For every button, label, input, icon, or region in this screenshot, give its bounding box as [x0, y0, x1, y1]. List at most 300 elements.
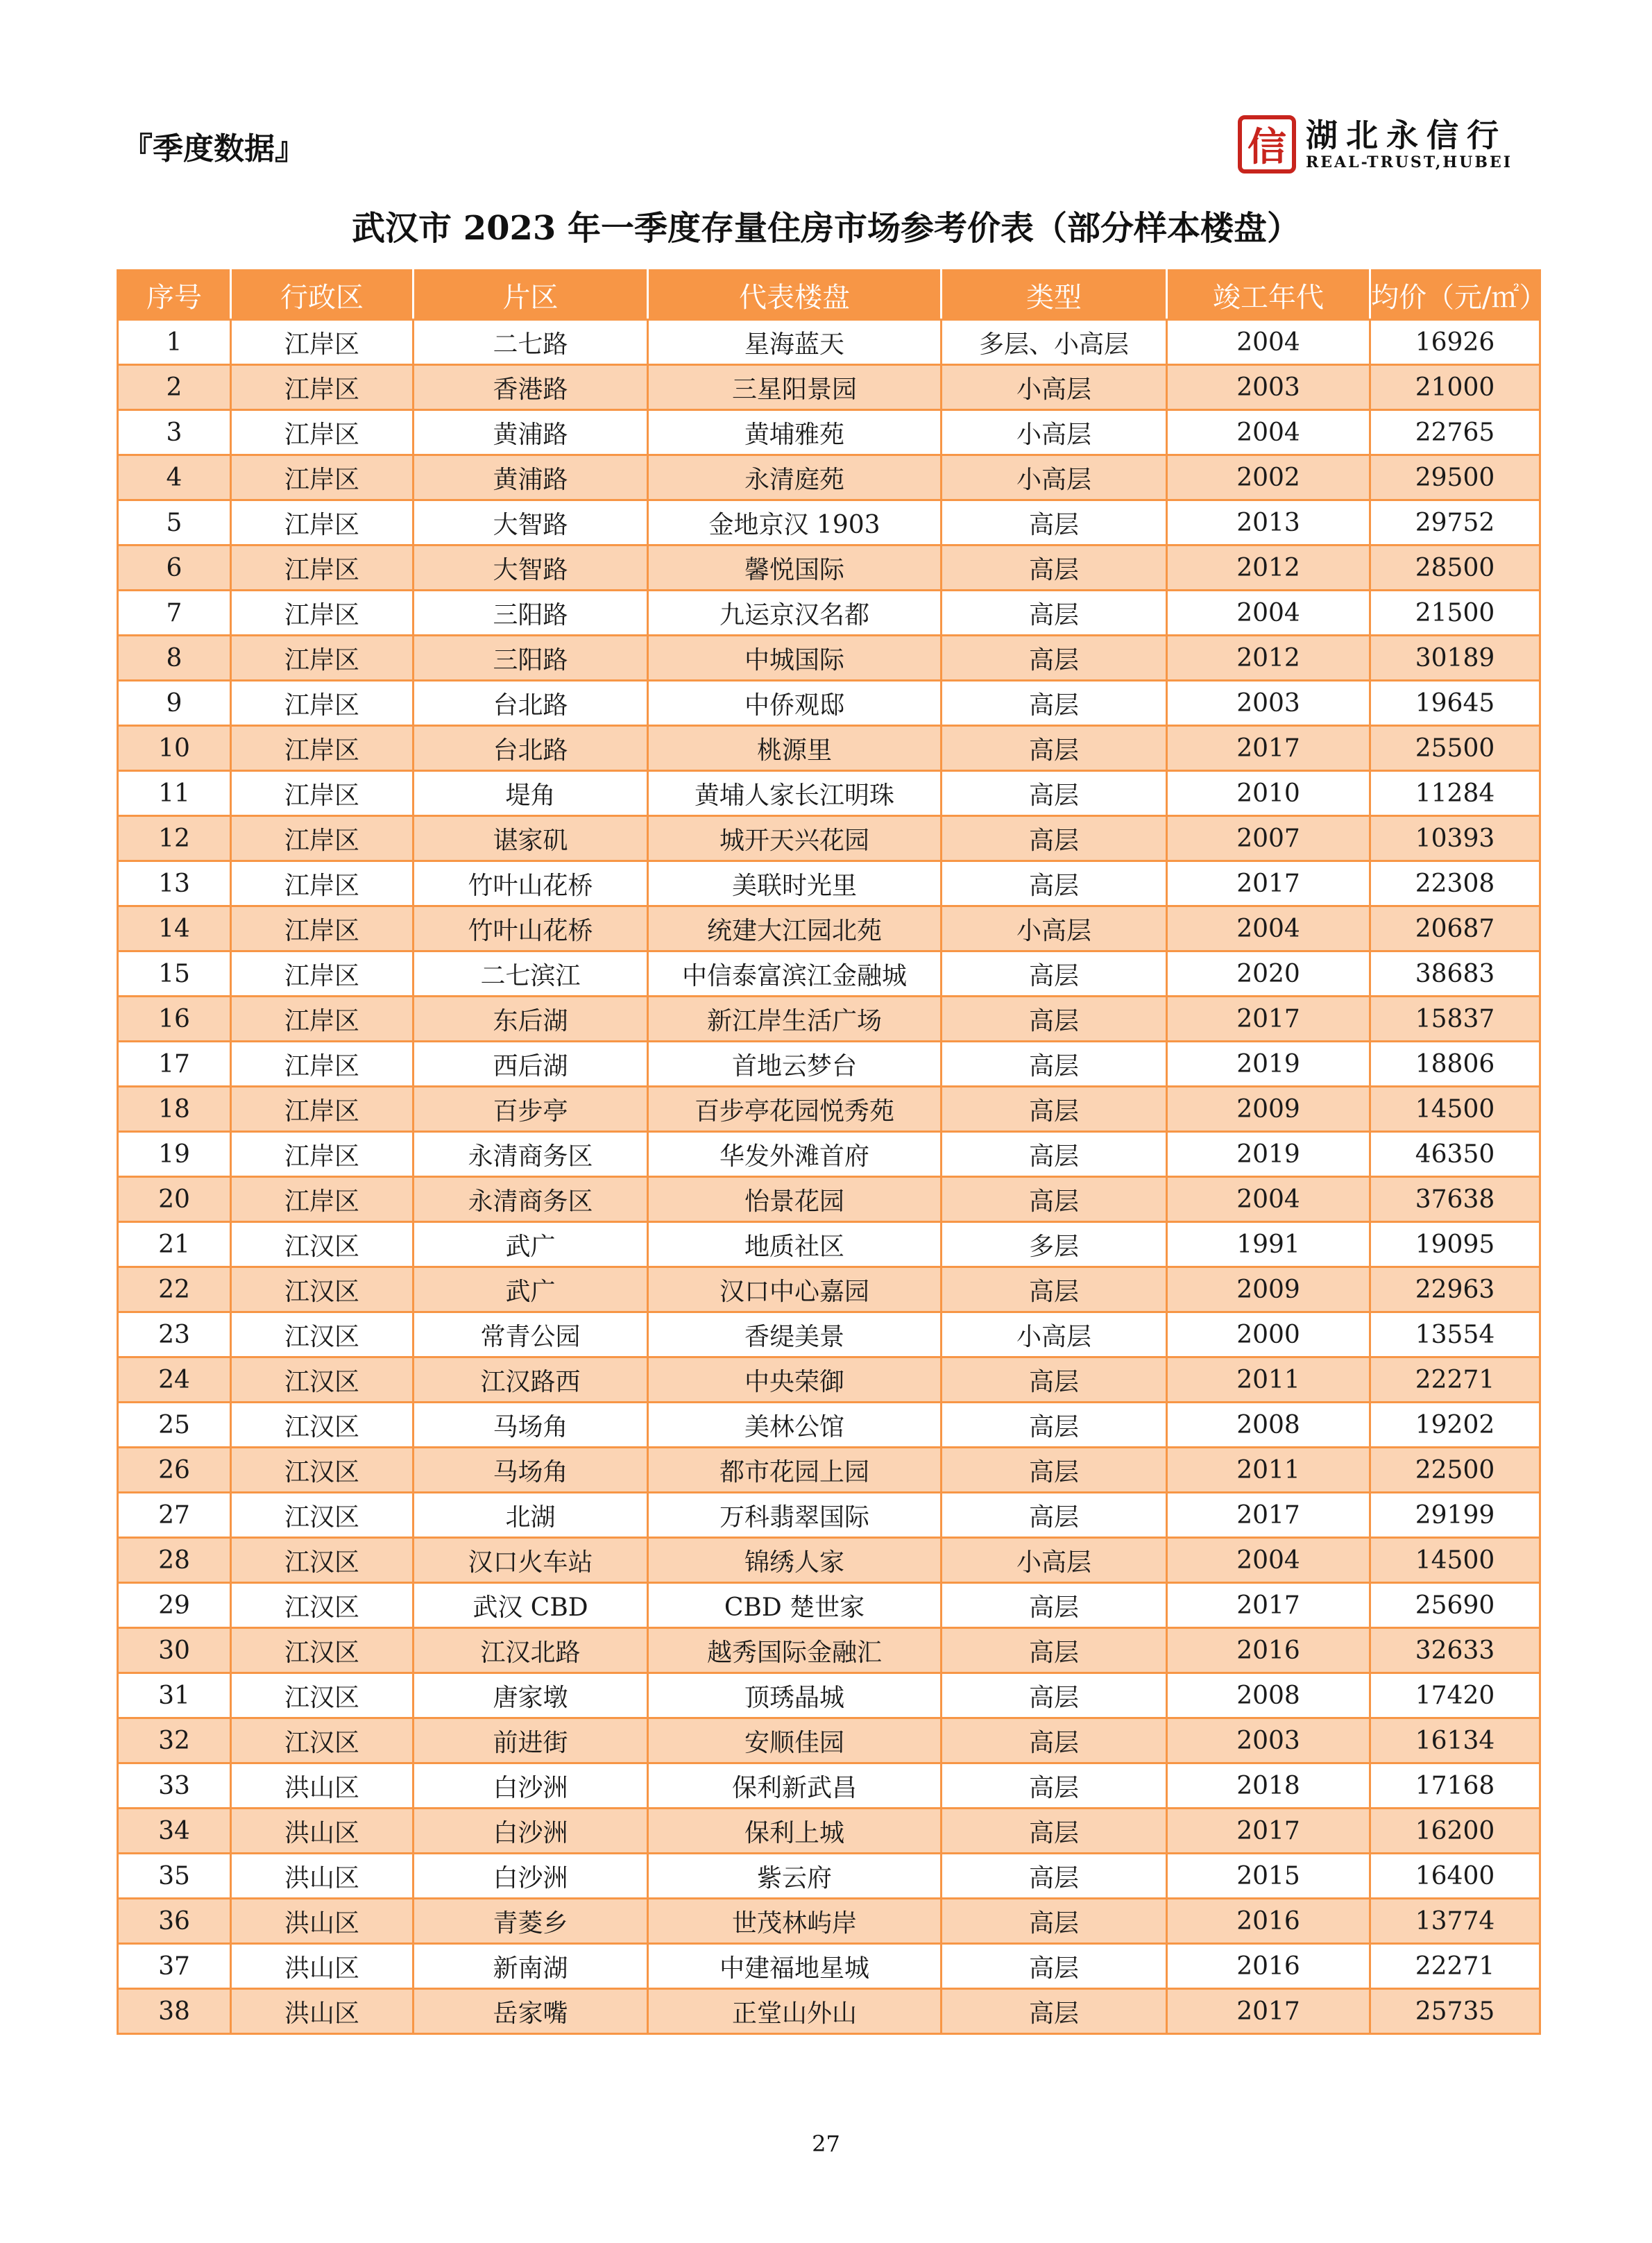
cell-col-estate: 保利上城 [648, 1809, 942, 1854]
cell-col-type: 高层 [942, 1763, 1167, 1809]
cell-col-year: 2012 [1167, 636, 1370, 681]
cell-col-district: 洪山区 [231, 1809, 414, 1854]
header-col-area: 片区 [414, 271, 648, 320]
cell-col-year: 2003 [1167, 365, 1370, 410]
cell-col-index: 14 [118, 906, 231, 951]
table-row [118, 1899, 1540, 1944]
cell-col-year: 1991 [1167, 1222, 1370, 1267]
cell-col-estate: 安顺佳园 [648, 1718, 942, 1763]
cell-col-year: 2004 [1167, 320, 1370, 365]
table-row [118, 1132, 1540, 1177]
cell-col-index: 26 [118, 1448, 231, 1493]
cell-col-type: 高层 [942, 1944, 1167, 1989]
cell-col-district: 江岸区 [231, 500, 414, 545]
cell-col-estate: 美林公馆 [648, 1403, 942, 1448]
cell-col-area: 汉口火车站 [414, 1538, 648, 1583]
cell-col-estate: 九运京汉名都 [648, 591, 942, 636]
cell-col-price: 25690 [1370, 1583, 1540, 1628]
cell-col-estate: 首地云梦台 [648, 1042, 942, 1087]
table-row [118, 1448, 1540, 1493]
table-row [118, 1673, 1540, 1718]
cell-col-year: 2018 [1167, 1763, 1370, 1809]
cell-col-year: 2002 [1167, 455, 1370, 500]
cell-col-year: 2017 [1167, 1493, 1370, 1538]
cell-col-district: 江汉区 [231, 1673, 414, 1718]
cell-col-district: 江岸区 [231, 681, 414, 726]
cell-col-estate: 城开天兴花园 [648, 816, 942, 861]
cell-col-area: 白沙洲 [414, 1809, 648, 1854]
cell-col-area: 大智路 [414, 500, 648, 545]
table-row [118, 771, 1540, 816]
cell-col-year: 2013 [1167, 500, 1370, 545]
cell-col-district: 江岸区 [231, 636, 414, 681]
cell-col-index: 21 [118, 1222, 231, 1267]
cell-col-area: 马场角 [414, 1403, 648, 1448]
table-row [118, 1177, 1540, 1222]
cell-col-type: 多层 [942, 1222, 1167, 1267]
cell-col-estate: 新江岸生活广场 [648, 997, 942, 1042]
cell-col-estate: 保利新武昌 [648, 1763, 942, 1809]
cell-col-district: 洪山区 [231, 1944, 414, 1989]
cell-col-index: 2 [118, 365, 231, 410]
cell-col-year: 2015 [1167, 1854, 1370, 1899]
cell-col-year: 2004 [1167, 906, 1370, 951]
cell-col-area: 竹叶山花桥 [414, 861, 648, 906]
table-row [118, 1583, 1540, 1628]
cell-col-index: 11 [118, 771, 231, 816]
cell-col-area: 西后湖 [414, 1042, 648, 1087]
table-row [118, 1989, 1540, 2034]
cell-col-price: 22271 [1370, 1944, 1540, 1989]
cell-col-price: 17420 [1370, 1673, 1540, 1718]
cell-col-district: 洪山区 [231, 1989, 414, 2034]
cell-col-district: 江汉区 [231, 1403, 414, 1448]
cell-col-index: 29 [118, 1583, 231, 1628]
table-row [118, 410, 1540, 455]
header-col-estate: 代表楼盘 [648, 271, 942, 320]
cell-col-area: 江汉路西 [414, 1357, 648, 1403]
cell-col-index: 24 [118, 1357, 231, 1403]
cell-col-price: 14500 [1370, 1087, 1540, 1132]
cell-col-index: 35 [118, 1854, 231, 1899]
cell-col-price: 15837 [1370, 997, 1540, 1042]
cell-col-district: 江岸区 [231, 320, 414, 365]
cell-col-estate: 中建福地星城 [648, 1944, 942, 1989]
table-header-row [118, 271, 1540, 320]
cell-col-type: 高层 [942, 771, 1167, 816]
cell-col-price: 29199 [1370, 1493, 1540, 1538]
cell-col-price: 14500 [1370, 1538, 1540, 1583]
cell-col-estate: 星海蓝天 [648, 320, 942, 365]
cell-col-estate: CBD 楚世家 [648, 1583, 942, 1628]
cell-col-area: 二七滨江 [414, 951, 648, 997]
cell-col-index: 6 [118, 545, 231, 591]
cell-col-estate: 百步亭花园悦秀苑 [648, 1087, 942, 1132]
cell-col-year: 2007 [1167, 816, 1370, 861]
cell-col-district: 江汉区 [231, 1267, 414, 1312]
cell-col-area: 白沙洲 [414, 1763, 648, 1809]
cell-col-type: 小高层 [942, 906, 1167, 951]
cell-col-district: 江岸区 [231, 951, 414, 997]
cell-col-type: 高层 [942, 545, 1167, 591]
cell-col-estate: 三星阳景园 [648, 365, 942, 410]
cell-col-estate: 世茂林屿岸 [648, 1899, 942, 1944]
cell-col-district: 江岸区 [231, 1087, 414, 1132]
cell-col-price: 38683 [1370, 951, 1540, 997]
cell-col-type: 高层 [942, 1989, 1167, 2034]
cell-col-area: 青菱乡 [414, 1899, 648, 1944]
cell-col-year: 2008 [1167, 1673, 1370, 1718]
cell-col-price: 16200 [1370, 1809, 1540, 1854]
cell-col-district: 江岸区 [231, 726, 414, 771]
cell-col-index: 9 [118, 681, 231, 726]
cell-col-index: 20 [118, 1177, 231, 1222]
company-logo [1238, 115, 1513, 173]
logo-seal-icon: 信 [1238, 115, 1296, 173]
cell-col-district: 江汉区 [231, 1718, 414, 1763]
cell-col-type: 高层 [942, 1132, 1167, 1177]
cell-col-price: 22963 [1370, 1267, 1540, 1312]
cell-col-estate: 美联时光里 [648, 861, 942, 906]
cell-col-area: 三阳路 [414, 591, 648, 636]
header-col-year: 竣工年代 [1167, 271, 1370, 320]
cell-col-district: 江汉区 [231, 1448, 414, 1493]
cell-col-price: 16134 [1370, 1718, 1540, 1763]
header-col-index: 序号 [118, 271, 231, 320]
cell-col-estate: 怡景花园 [648, 1177, 942, 1222]
cell-col-type: 高层 [942, 1087, 1167, 1132]
cell-col-price: 16926 [1370, 320, 1540, 365]
cell-col-type: 高层 [942, 1673, 1167, 1718]
cell-col-price: 25735 [1370, 1989, 1540, 2034]
table-row [118, 1267, 1540, 1312]
table-row [118, 1403, 1540, 1448]
cell-col-price: 22271 [1370, 1357, 1540, 1403]
table-row [118, 1357, 1540, 1403]
cell-col-price: 22765 [1370, 410, 1540, 455]
cell-col-type: 小高层 [942, 410, 1167, 455]
cell-col-estate: 黄埔人家长江明珠 [648, 771, 942, 816]
cell-col-price: 17168 [1370, 1763, 1540, 1809]
cell-col-area: 二七路 [414, 320, 648, 365]
cell-col-year: 2000 [1167, 1312, 1370, 1357]
cell-col-type: 高层 [942, 951, 1167, 997]
table-row [118, 1809, 1540, 1854]
table-row [118, 1718, 1540, 1763]
cell-col-type: 高层 [942, 1628, 1167, 1673]
section-tag: 『季度数据』 [122, 131, 305, 167]
cell-col-index: 5 [118, 500, 231, 545]
cell-col-area: 百步亭 [414, 1087, 648, 1132]
cell-col-type: 高层 [942, 636, 1167, 681]
cell-col-index: 13 [118, 861, 231, 906]
cell-col-year: 2010 [1167, 771, 1370, 816]
cell-col-price: 32633 [1370, 1628, 1540, 1673]
cell-col-type: 高层 [942, 1042, 1167, 1087]
table-row [118, 455, 1540, 500]
cell-col-type: 高层 [942, 1899, 1167, 1944]
cell-col-index: 18 [118, 1087, 231, 1132]
cell-col-area: 前进街 [414, 1718, 648, 1763]
cell-col-year: 2017 [1167, 1809, 1370, 1854]
cell-col-index: 38 [118, 1989, 231, 2034]
cell-col-year: 2003 [1167, 1718, 1370, 1763]
cell-col-year: 2004 [1167, 410, 1370, 455]
cell-col-area: 常青公园 [414, 1312, 648, 1357]
cell-col-area: 黄浦路 [414, 455, 648, 500]
cell-col-district: 江岸区 [231, 816, 414, 861]
cell-col-estate: 中侨观邸 [648, 681, 942, 726]
cell-col-year: 2016 [1167, 1899, 1370, 1944]
cell-col-price: 22500 [1370, 1448, 1540, 1493]
cell-col-estate: 中信泰富滨江金融城 [648, 951, 942, 997]
cell-col-type: 小高层 [942, 1538, 1167, 1583]
cell-col-district: 江汉区 [231, 1538, 414, 1583]
page-number: 27 [812, 2131, 840, 2157]
table-row [118, 545, 1540, 591]
table-row [118, 681, 1540, 726]
table-row [118, 1628, 1540, 1673]
table-row [118, 1087, 1540, 1132]
cell-col-estate: 汉口中心嘉园 [648, 1267, 942, 1312]
cell-col-year: 2019 [1167, 1042, 1370, 1087]
cell-col-price: 16400 [1370, 1854, 1540, 1899]
cell-col-index: 15 [118, 951, 231, 997]
cell-col-district: 江岸区 [231, 1177, 414, 1222]
cell-col-year: 2020 [1167, 951, 1370, 997]
header-col-type: 类型 [942, 271, 1167, 320]
header-col-price: 均价（元/㎡） [1370, 271, 1540, 320]
cell-col-district: 江汉区 [231, 1493, 414, 1538]
cell-col-index: 27 [118, 1493, 231, 1538]
cell-col-index: 25 [118, 1403, 231, 1448]
cell-col-price: 46350 [1370, 1132, 1540, 1177]
cell-col-district: 江汉区 [231, 1583, 414, 1628]
cell-col-area: 东后湖 [414, 997, 648, 1042]
cell-col-estate: 香缇美景 [648, 1312, 942, 1357]
cell-col-estate: 统建大江园北苑 [648, 906, 942, 951]
cell-col-area: 白沙洲 [414, 1854, 648, 1899]
cell-col-district: 江岸区 [231, 1042, 414, 1087]
cell-col-type: 高层 [942, 1177, 1167, 1222]
cell-col-price: 25500 [1370, 726, 1540, 771]
cell-col-year: 2011 [1167, 1448, 1370, 1493]
cell-col-estate: 华发外滩首府 [648, 1132, 942, 1177]
table-row [118, 726, 1540, 771]
cell-col-year: 2004 [1167, 1538, 1370, 1583]
cell-col-area: 黄浦路 [414, 410, 648, 455]
cell-col-index: 19 [118, 1132, 231, 1177]
cell-col-type: 高层 [942, 681, 1167, 726]
table-row [118, 816, 1540, 861]
cell-col-price: 28500 [1370, 545, 1540, 591]
table-row [118, 861, 1540, 906]
cell-col-index: 37 [118, 1944, 231, 1989]
cell-col-area: 武汉 CBD [414, 1583, 648, 1628]
cell-col-district: 江汉区 [231, 1222, 414, 1267]
cell-col-estate: 金地京汉 1903 [648, 500, 942, 545]
cell-col-type: 高层 [942, 1357, 1167, 1403]
cell-col-year: 2016 [1167, 1944, 1370, 1989]
cell-col-type: 高层 [942, 1493, 1167, 1538]
table-row [118, 1854, 1540, 1899]
cell-col-district: 江岸区 [231, 771, 414, 816]
cell-col-estate: 永清庭苑 [648, 455, 942, 500]
table-row [118, 636, 1540, 681]
table-row [118, 1493, 1540, 1538]
cell-col-index: 4 [118, 455, 231, 500]
cell-col-price: 19645 [1370, 681, 1540, 726]
cell-col-estate: 桃源里 [648, 726, 942, 771]
cell-col-year: 2003 [1167, 681, 1370, 726]
cell-col-index: 23 [118, 1312, 231, 1357]
cell-col-type: 高层 [942, 997, 1167, 1042]
cell-col-district: 江汉区 [231, 1312, 414, 1357]
cell-col-area: 永清商务区 [414, 1132, 648, 1177]
cell-col-index: 32 [118, 1718, 231, 1763]
cell-col-year: 2019 [1167, 1132, 1370, 1177]
cell-col-index: 33 [118, 1763, 231, 1809]
cell-col-type: 小高层 [942, 365, 1167, 410]
cell-col-index: 30 [118, 1628, 231, 1673]
cell-col-year: 2004 [1167, 1177, 1370, 1222]
cell-col-type: 高层 [942, 726, 1167, 771]
cell-col-district: 江岸区 [231, 861, 414, 906]
cell-col-area: 唐家墩 [414, 1673, 648, 1718]
cell-col-area: 大智路 [414, 545, 648, 591]
cell-col-estate: 紫云府 [648, 1854, 942, 1899]
table-row [118, 906, 1540, 951]
cell-col-estate: 地质社区 [648, 1222, 942, 1267]
logo-text [1306, 117, 1513, 171]
cell-col-area: 堤角 [414, 771, 648, 816]
cell-col-district: 江岸区 [231, 410, 414, 455]
table-row [118, 1763, 1540, 1809]
cell-col-district: 江岸区 [231, 455, 414, 500]
cell-col-district: 洪山区 [231, 1854, 414, 1899]
cell-col-year: 2008 [1167, 1403, 1370, 1448]
cell-col-year: 2009 [1167, 1087, 1370, 1132]
cell-col-area: 武广 [414, 1222, 648, 1267]
cell-col-price: 20687 [1370, 906, 1540, 951]
cell-col-type: 小高层 [942, 1312, 1167, 1357]
cell-col-index: 31 [118, 1673, 231, 1718]
cell-col-price: 29752 [1370, 500, 1540, 545]
table-row [118, 1222, 1540, 1267]
cell-col-index: 8 [118, 636, 231, 681]
table-row [118, 997, 1540, 1042]
cell-col-estate: 中城国际 [648, 636, 942, 681]
table-row [118, 951, 1540, 997]
cell-col-area: 竹叶山花桥 [414, 906, 648, 951]
cell-col-area: 台北路 [414, 681, 648, 726]
cell-col-index: 1 [118, 320, 231, 365]
cell-col-district: 洪山区 [231, 1763, 414, 1809]
cell-col-price: 18806 [1370, 1042, 1540, 1087]
cell-col-area: 岳家嘴 [414, 1989, 648, 2034]
cell-col-estate: 万科翡翠国际 [648, 1493, 942, 1538]
cell-col-district: 江汉区 [231, 1357, 414, 1403]
table-row [118, 365, 1540, 410]
cell-col-area: 武广 [414, 1267, 648, 1312]
cell-col-type: 高层 [942, 591, 1167, 636]
cell-col-estate: 馨悦国际 [648, 545, 942, 591]
cell-col-year: 2016 [1167, 1628, 1370, 1673]
logo-name-cn: 湖北永信行 [1306, 117, 1507, 154]
cell-col-index: 12 [118, 816, 231, 861]
cell-col-type: 高层 [942, 1718, 1167, 1763]
cell-col-index: 28 [118, 1538, 231, 1583]
cell-col-area: 江汉北路 [414, 1628, 648, 1673]
cell-col-district: 江岸区 [231, 906, 414, 951]
cell-col-year: 2017 [1167, 861, 1370, 906]
cell-col-index: 7 [118, 591, 231, 636]
cell-col-area: 台北路 [414, 726, 648, 771]
cell-col-price: 21500 [1370, 591, 1540, 636]
table-body [118, 320, 1540, 2034]
cell-col-district: 江岸区 [231, 365, 414, 410]
page-title: 武汉市 2023 年一季度存量住房市场参考价表（部分样本楼盘） [351, 209, 1301, 248]
cell-col-district: 江岸区 [231, 1132, 414, 1177]
cell-col-estate: 顶琇晶城 [648, 1673, 942, 1718]
cell-col-year: 2017 [1167, 726, 1370, 771]
cell-col-price: 13554 [1370, 1312, 1540, 1357]
cell-col-index: 10 [118, 726, 231, 771]
cell-col-estate: 锦绣人家 [648, 1538, 942, 1583]
cell-col-type: 高层 [942, 1809, 1167, 1854]
cell-col-area: 香港路 [414, 365, 648, 410]
cell-col-type: 多层、小高层 [942, 320, 1167, 365]
cell-col-index: 34 [118, 1809, 231, 1854]
cell-col-year: 2011 [1167, 1357, 1370, 1403]
cell-col-type: 高层 [942, 1448, 1167, 1493]
cell-col-price: 11284 [1370, 771, 1540, 816]
cell-col-estate: 越秀国际金融汇 [648, 1628, 942, 1673]
cell-col-index: 16 [118, 997, 231, 1042]
cell-col-year: 2017 [1167, 1583, 1370, 1628]
cell-col-price: 29500 [1370, 455, 1540, 500]
cell-col-area: 三阳路 [414, 636, 648, 681]
cell-col-district: 洪山区 [231, 1899, 414, 1944]
table-row [118, 500, 1540, 545]
cell-col-estate: 中央荣御 [648, 1357, 942, 1403]
price-table [117, 269, 1547, 2035]
table-row [118, 591, 1540, 636]
table-row [118, 1312, 1540, 1357]
cell-col-type: 小高层 [942, 455, 1167, 500]
cell-col-price: 30189 [1370, 636, 1540, 681]
cell-col-price: 19095 [1370, 1222, 1540, 1267]
logo-name-en: REAL-TRUST,HUBEI [1306, 153, 1513, 171]
cell-col-type: 高层 [942, 1583, 1167, 1628]
cell-col-type: 高层 [942, 500, 1167, 545]
cell-col-price: 21000 [1370, 365, 1540, 410]
cell-col-price: 19202 [1370, 1403, 1540, 1448]
cell-col-type: 高层 [942, 1403, 1167, 1448]
table-row [118, 1944, 1540, 1989]
cell-col-index: 36 [118, 1899, 231, 1944]
cell-col-price: 13774 [1370, 1899, 1540, 1944]
cell-col-estate: 都市花园上园 [648, 1448, 942, 1493]
cell-col-year: 2017 [1167, 1989, 1370, 2034]
cell-col-district: 江汉区 [231, 1628, 414, 1673]
cell-col-district: 江岸区 [231, 545, 414, 591]
cell-col-district: 江岸区 [231, 591, 414, 636]
cell-col-price: 22308 [1370, 861, 1540, 906]
cell-col-index: 22 [118, 1267, 231, 1312]
cell-col-index: 3 [118, 410, 231, 455]
cell-col-area: 谌家矶 [414, 816, 648, 861]
